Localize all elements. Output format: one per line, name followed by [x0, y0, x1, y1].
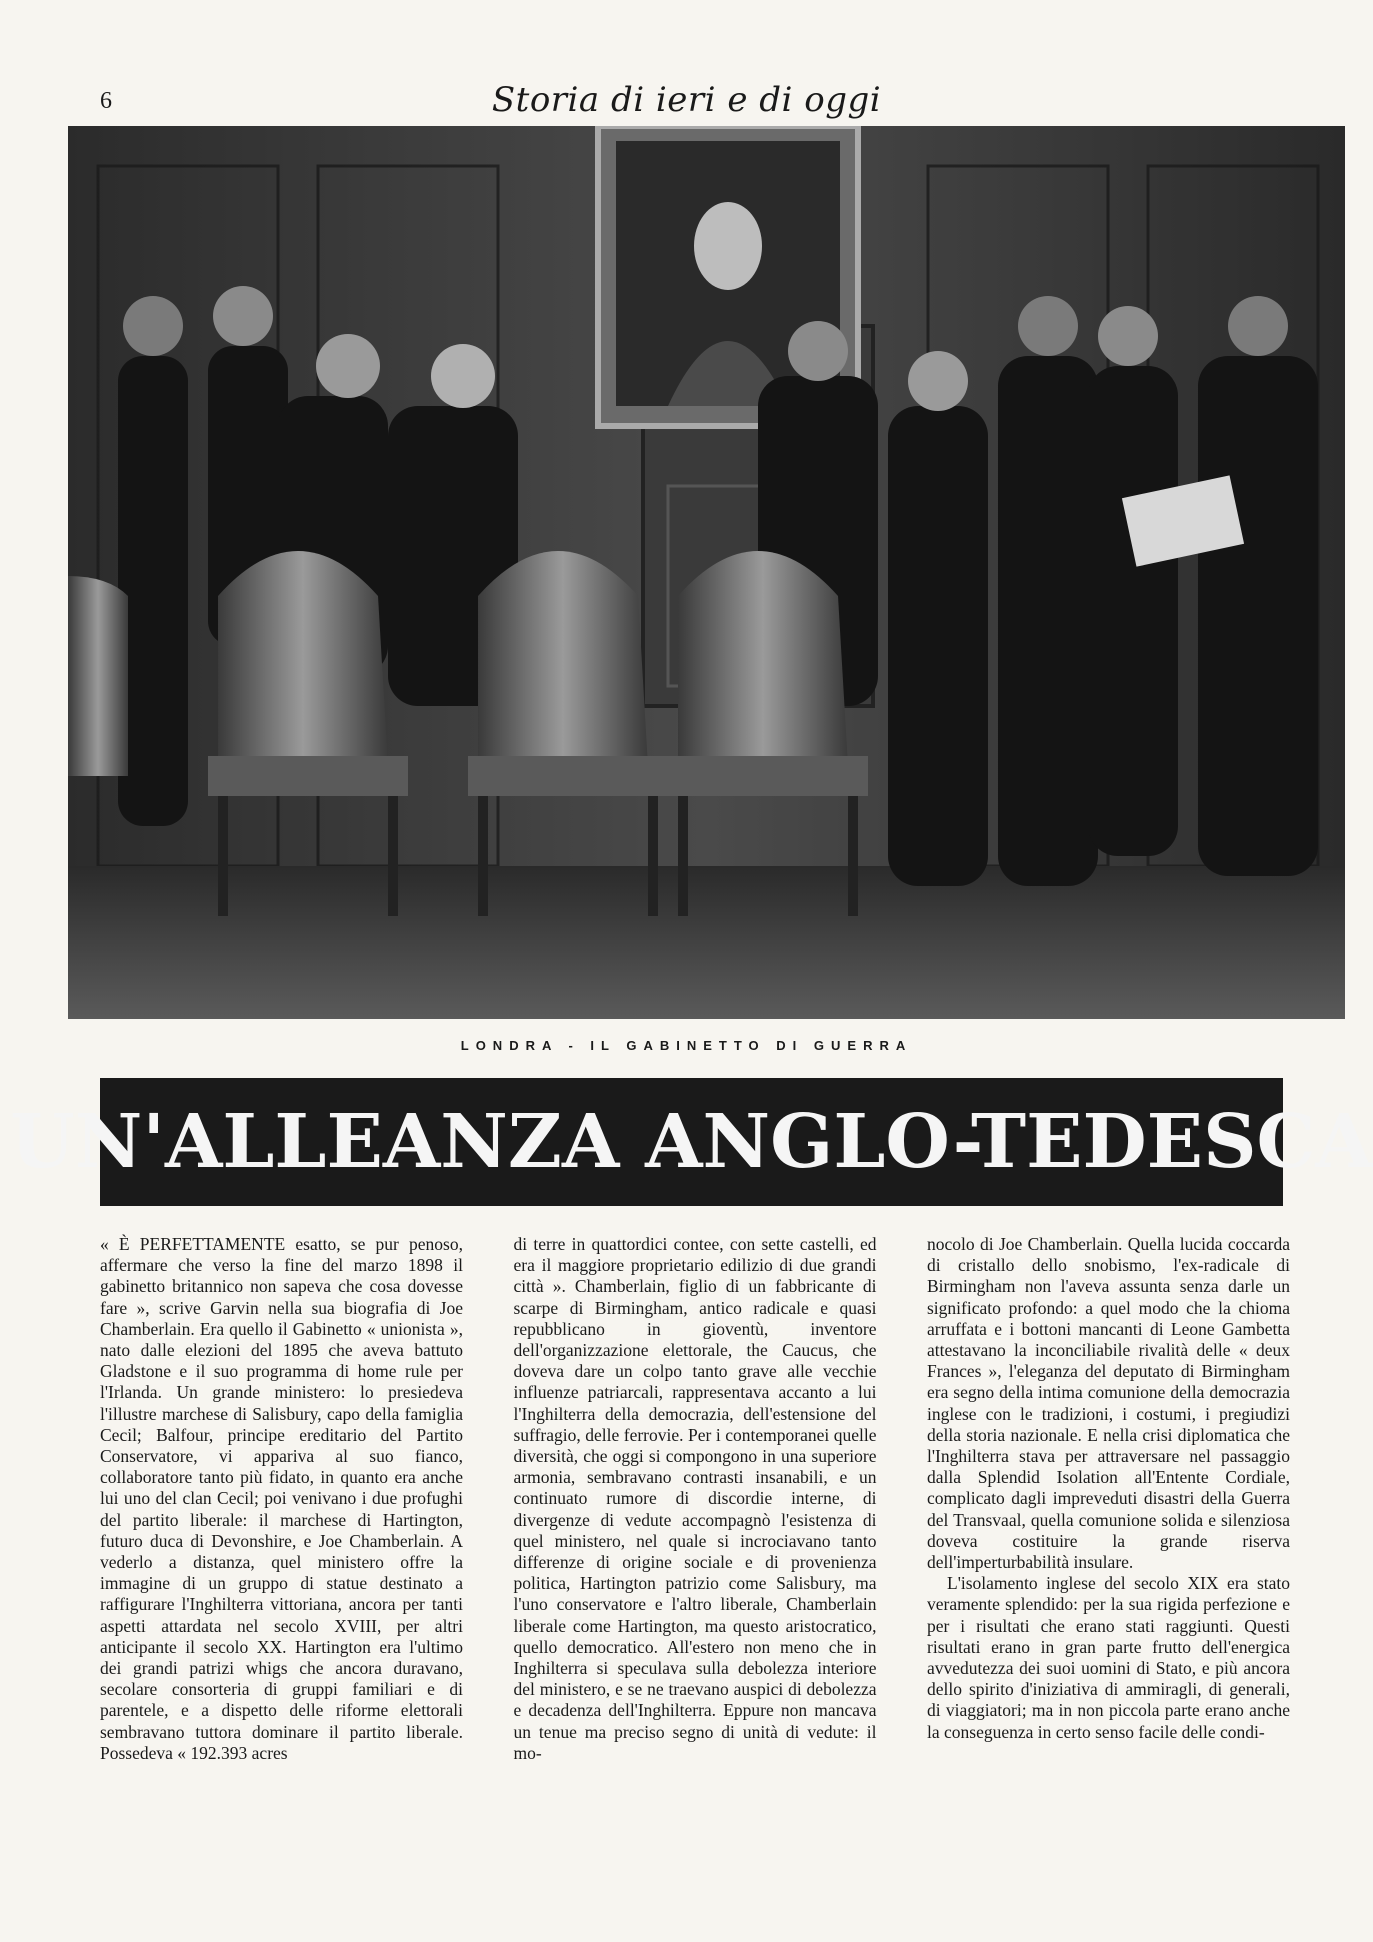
- paragraph: nocolo di Joe Chamberlain. Quella lucida coccarda di cristallo dello snobismo, l'ex-radicale di Birmingham non l'aveva assunta senza darle un significato profondo: a quel modo che la chioma arruffata e i bottoni mancanti di Leone Gambetta attestavano la inconciliabile rivalità delle « deux Frances », l'eleganza del deputato di Birmingham era segno della intima comunione della democrazia inglese con le tradizioni, i costumi, i pregiudizi della storia nazionale. E nella crisi diplomatica che l'Inghilterra stava per attraversare nel passaggio dalla Splendid Isolation all'Entente Cordiale, complicato dagli impreveduti disastri della Guerra del Transvaal, quella comunione solida e silenziosa doveva costituire la grande riserva dell'imperturbabilità insulare.: [927, 1234, 1290, 1573]
- column-1: [100, 1234, 463, 1924]
- running-head: Storia di ieri e di oggi: [491, 80, 882, 120]
- title-banner: [10, 1078, 1373, 1206]
- article-title: UN'ALLEANZA ANGLO-TEDESCA: [10, 1099, 1373, 1185]
- column-3: [927, 1234, 1290, 1924]
- paragraph: di terre in quattordici contee, con sette castelli, ed era il maggiore proprietario edilizio di due grandi città ». Chamberlain, figlio di un fabbricante di scarpe di Birmingham, antico radicale e quasi repubblicano in gioventù, inventore dell'organizzazione elettorale, the Caucus, che doveva dare un colpo tanto grave alle vecchie influenze patriarcali, rappresentava accanto a lui l'Inghilterra della democrazia, dell'estensione del suffragio, delle ferrovie. Per i contemporanei quelle diversità, che oggi si compongono in una superiore armonia, sembravano contrasti insanabili, e un continuato rumore di discordie interne, di divergenze di vedute accompagnò l'esistenza di quel ministero, nel quale si incrociavano tanto differenze di origine sociale e di provenienza politica, Hartington patrizio come Salisbury, ma l'uno conservatore e l'altro liberale, Chamberlain liberale come Hartington, ma questo aristocratico, quello democratico. All'estero non meno che in Inghilterra si speculava sulla debolezza interiore del ministero, e se ne traevano auspici di debolezza e decadenza dell'Inghilterra. Eppure non mancava un tenue ma preciso segno di unità di vedute: il mo-: [513, 1234, 877, 1763]
- paragraph: « È PERFETTAMENTE esatto, se pur penoso, affermare che verso la fine del marzo 1898 il gabinetto britannico non sapeva che cosa dovesse fare », scrive Garvin nella sua biografia di Joe Chamberlain. Era quello il Gabinetto « unionista », nato dalle elezioni del 1895 che aveva battuto Gladstone e il suo programma di home rule per l'Irlanda. Un grande ministero: lo presiedeva l'illustre marchese di Salisbury, capo della famiglia Cecil; Balfour, principe ereditario del Partito Conservatore, vi appariva al suo fianco, collaboratore tanto più fidato, in quanto era anche lui uno del clan Cecil; poi venivano i due profughi del partito liberale: il marchese di Hartington, futuro duca di Devonshire, e Joe Chamberlain. A vederlo a distanza, quel ministero offre la immagine di un gruppo di statue destinato a raffigurare l'Inghilterra vittoriana, ancora per tanti aspetti attardata nel secolo XVIII, per altri anticipante il secolo XX. Hartington era l'ultimo dei grandi patrizi whigs che ancora duravano, secolare consorteria di gruppi familiari e di parentele, e a dispetto delle riforme elettorali sembravano tuttora dominare il partito liberale. Possedeva « 192.393 acres: [100, 1234, 463, 1763]
- paragraph: L'isolamento inglese del secolo XIX era stato veramente splendido: per la sua rigida perfezione e per i risultati che erano stati raggiunti. Questi risultati erano in gran parte frutto dell'energica avvedutezza dei suoi uomini di Stato, e più ancora dello spirito d'iniziativa di ammiragli, di generali, di viaggiatori; ma in non piccola parte erano anche la conseguenza in certo senso facile delle condi-: [927, 1573, 1290, 1742]
- column-2: [514, 1234, 877, 1924]
- page-header: [0, 70, 1373, 130]
- page-number: 6: [100, 88, 112, 114]
- cabinet-photo-illustration: [68, 126, 1345, 1019]
- photo-caption: LONDRA - IL GABINETTO DI GUERRA: [460, 1038, 913, 1053]
- article-columns: [100, 1234, 1290, 1924]
- cabinet-photo: [68, 126, 1345, 1019]
